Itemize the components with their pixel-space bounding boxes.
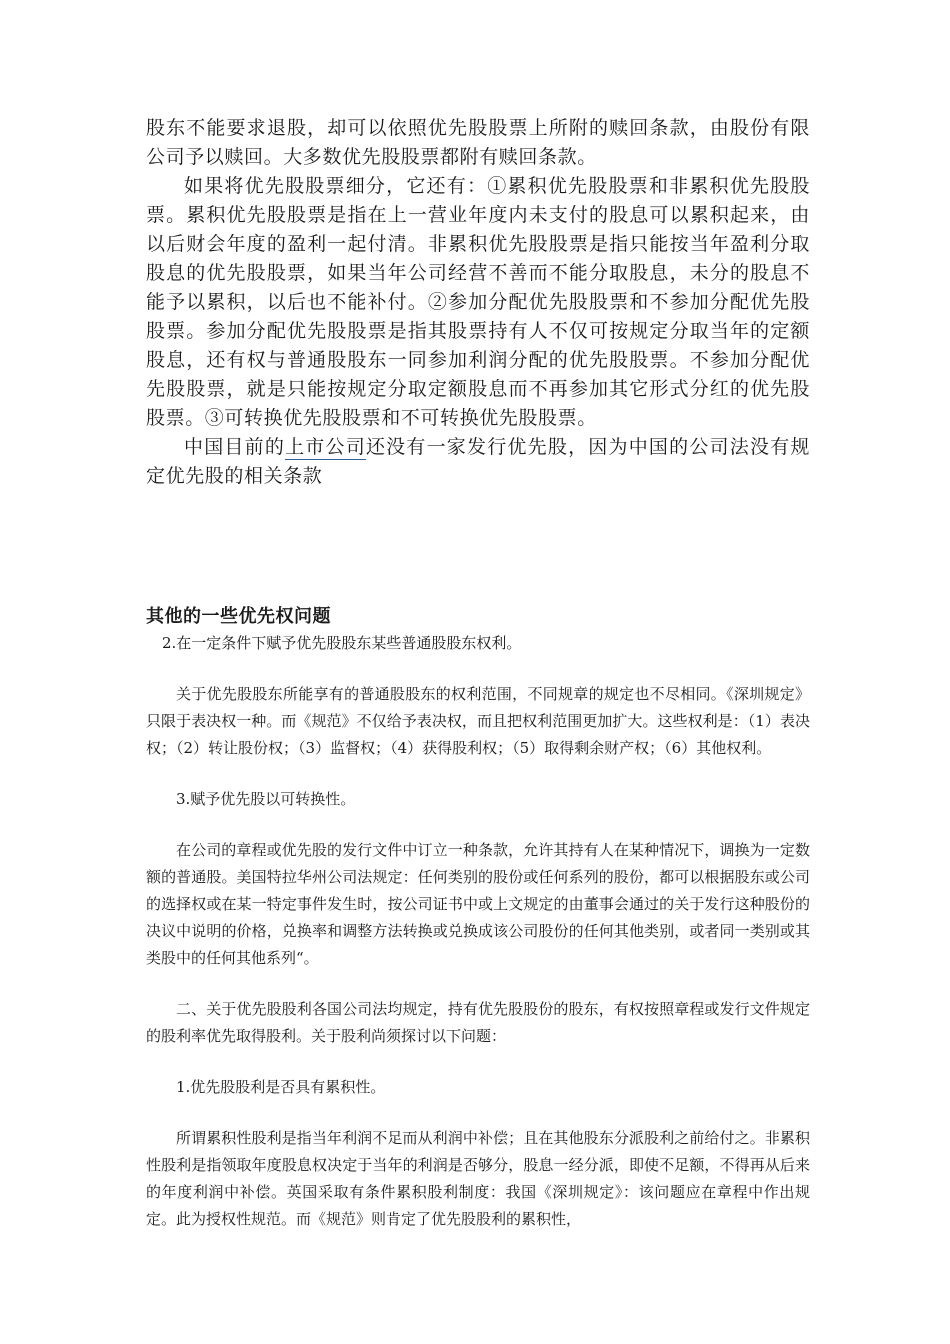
paragraph-redemption: 股东不能要求退股，却可以依照优先股股票上所附的赎回条款，由股份有限公司予以赎回。大多数优先股股票都附有赎回条款。 [146, 117, 810, 168]
paragraph-china-listed [146, 433, 810, 491]
section-title: 其他的一些优先权问题 [146, 606, 331, 627]
item-2-heading: 2.在一定条件下赋予优先股股东某些普通股股东权利。 [162, 634, 522, 652]
paragraph-convertibility: 在公司的章程或优先股的发行文件中订立一种条款，允许其持有人在某种情况下，调换为一定数额的普通股。美国特拉华州公司法规定：任何类别的股份或任何系列的股份，都可以根据股东或公司的选择权或在某一特定事件发生时，按公司证书中或上文规定的由董事会通过的关于发行这种股份的决议中说明的价格，兑换率和调整方法转换或兑换成该公司股份的任何其他类别，或者同一类别或其类股中的任何其他系列“。 [146, 841, 810, 967]
paragraph-china-text-start: 中国目前的 [184, 436, 286, 458]
paragraph-china-text-end: 还没有一家发行优先股，因为中国的公司法没有规定优先股的相关条款 [146, 436, 811, 487]
listed-company-link[interactable]: 上市公司 [285, 436, 366, 458]
paragraph-preferred-types: 如果将优先股股票细分，它还有：①累积优先股股票和非累积优先股股票。累积优先股股票是指在上一营业年度内未支付的股息可以累积起来，由以后财会年度的盈利一起付清。非累积优先股股票是指只能按当年盈利分取股息的优先股股票，如果当年公司经营不善而不能分取股息，未分的股息不能予以累积，以后也不能补付。②参加分配优先股股票和不参加分配优先股股票。参加分配优先股股票是指其股票持有人不仅可按规定分取当年的定额股息，还有权与普通股股东一同参加利润分配的优先股股票。不参加分配优先股股票，就是只能按规定分取定额股息而不再参加其它形式分红的优先股股票。③可转换优先股股票和不可转换优先股股票。 [146, 175, 810, 429]
item-3-heading: 3.赋予优先股以可转换性。 [176, 790, 356, 808]
item-1-heading: 1.优先股股利是否具有累积性。 [176, 1078, 386, 1096]
paragraph-cumulative-dividend: 所谓累积性股利是指当年利润不足而从利润中补偿；且在其他股东分派股利之前给付之。非累积性股利是指领取年度股息权决定于当年的利润是否够分，股息一经分派，即使不足额，不得再从后来的年度利润中补偿。英国采取有条件累积股利制度：我国《深圳规定》：该问题应在章程中作出规定。此为授权性规范。而《规范》则肯定了优先股股利的累积性， [146, 1129, 810, 1228]
lower-text-block [146, 630, 810, 1233]
paragraph-shareholder-rights: 关于优先股股东所能享有的普通股股东的权利范围，不同规章的规定也不尽相同。《深圳规定》只限于表决权一种。而《规范》不仅给予表决权，而且把权利范围更加扩大。这些权利是：（1）表决权；（2）转让股份权；（3）监督权；（4）获得股利权；（5）取得剩余财产权；（6）其他权利。 [146, 685, 810, 757]
upper-text-block [146, 114, 810, 491]
paragraph-dividend-rules: 二、关于优先股股利各国公司法均规定，持有优先股股份的股东，有权按照章程或发行文件规定的股利率优先取得股利。关于股利尚须探讨以下问题： [146, 1000, 810, 1045]
